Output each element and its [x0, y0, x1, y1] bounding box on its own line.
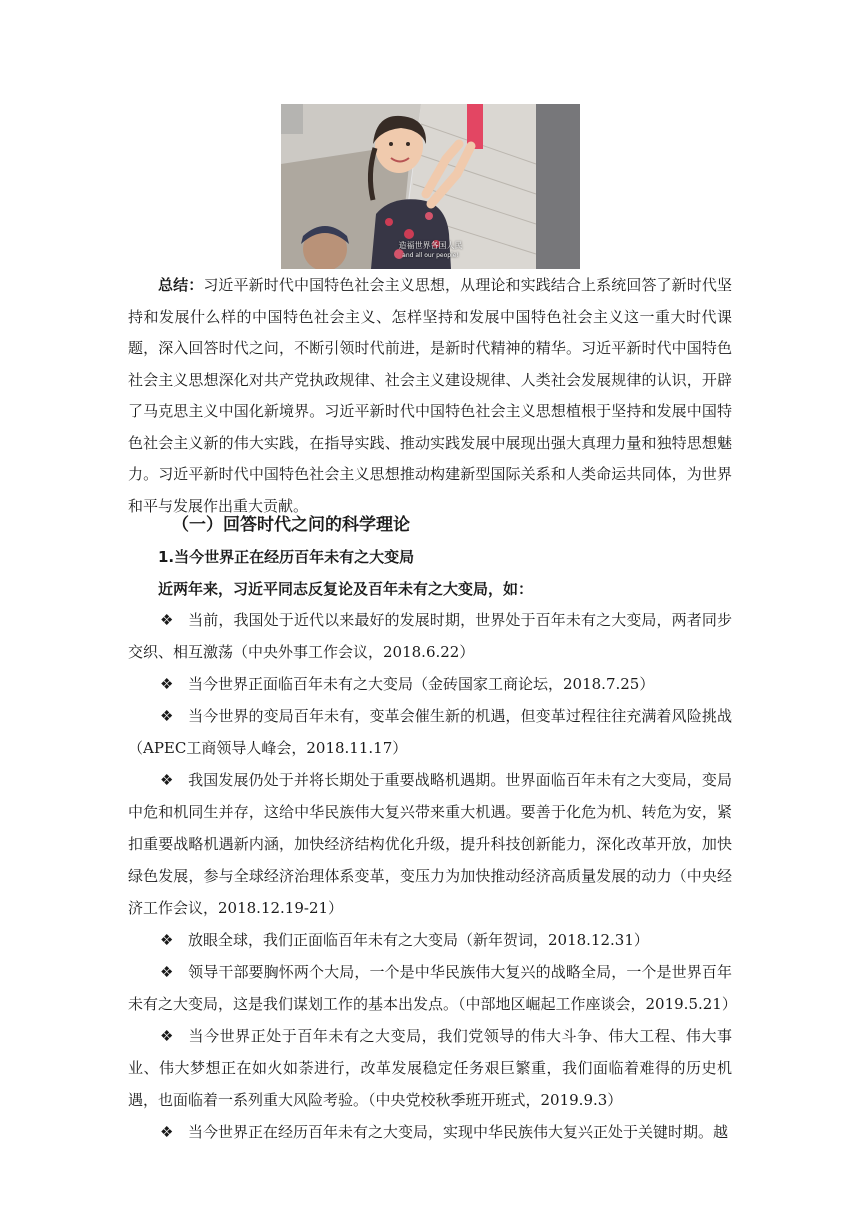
- list-item-text: 放眼全球，我们正面临百年未有之大变局（新年贺词，2018.12.31）: [188, 931, 649, 949]
- list-item-text: 当今世界正在经历百年未有之大变局，实现中华民族伟大复兴正处于关键时期。越: [188, 1123, 729, 1141]
- list-item: [128, 668, 732, 700]
- quote-list: [128, 596, 737, 1148]
- photo-caption-chinese: 造福世界各国人民: [398, 241, 463, 250]
- list-item-text: 领导干部要胸怀两个大局，一个是中华民族伟大复兴的战略全局，一个是世界百年未有之大变局，这是我们谋划工作的基本出发点。（中部地区崛起工作座谈会，2019.5.21）: [128, 963, 737, 1013]
- list-item-text: 当前，我国处于近代以来最好的发展时期，世界处于百年未有之大变局，两者同步交织、相互激荡（中央外事工作会议，2018.6.22）: [128, 611, 732, 661]
- diamond-bullet-icon: ❖: [160, 707, 174, 725]
- summary-paragraph: [128, 270, 732, 522]
- list-item: [128, 924, 732, 956]
- diamond-bullet-icon: ❖: [160, 611, 174, 629]
- diamond-bullet-icon: ❖: [160, 771, 174, 789]
- diamond-bullet-icon: ❖: [160, 675, 174, 693]
- list-item: [128, 1020, 732, 1116]
- list-item: [128, 764, 732, 924]
- section-intro: 近两年来，习近平同志反复论及百年未有之大变局，如：: [158, 580, 534, 598]
- list-item-text: 当今世界的变局百年未有，变革会催生新的机遇，但变革过程往往充满着风险挑战（APEC工商领导人峰会，2018.11.17）: [128, 707, 732, 757]
- photo-girl-at-wall: [281, 104, 580, 269]
- list-item-text: 我国发展仍处于并将长期处于重要战略机遇期。世界面临百年未有之大变局，变局中危和机同生并存，这给中华民族伟大复兴带来重大机遇。要善于化危为机、转危为安，紧扣重要战略机遇新内涵，加快经济结构优化升级，提升科技创新能力，深化改革开放，加快绿色发展，参与全球经济治理体系变革，变压力为加快推动经济高质量发展的动力（中央经济工作会议，2018.12.19-21）: [128, 771, 732, 917]
- section-subheading: 1.当今世界正在经历百年未有之大变局: [158, 548, 415, 566]
- summary-body: 习近平新时代中国特色社会主义思想，从理论和实践结合上系统回答了新时代坚持和发展什么样的中国特色社会主义、怎样坚持和发展中国特色社会主义这一重大时代课题，深入回答时代之问，不断引领时代前进，是新时代精神的精华。习近平新时代中国特色社会主义思想深化对共产党执政规律、社会主义建设规律、人类社会发展规律的认识，开辟了马克思主义中国化新境界。习近平新时代中国特色社会主义思想植根于坚持和发展中国特色社会主义新的伟大实践，在指导实践、推动实践发展中展现出强大真理力量和独特思想魅力。习近平新时代中国特色社会主义思想推动构建新型国际关系和人类命运共同体，为世界和平与发展作出重大贡献。: [128, 276, 732, 515]
- list-item: [128, 1116, 732, 1148]
- diamond-bullet-icon: ❖: [160, 931, 174, 949]
- list-item-text: 当今世界正面临百年未有之大变局（金砖国家工商论坛，2018.7.25）: [188, 675, 655, 693]
- diamond-bullet-icon: ❖: [160, 963, 174, 981]
- section-heading: （一）回答时代之问的科学理论: [172, 515, 410, 535]
- list-item-text: 当今世界正处于百年未有之大变局，我们党领导的伟大斗争、伟大工程、伟大事业、伟大梦想正在如火如荼进行，改革发展稳定任务艰巨繁重，我们面临着难得的历史机遇，也面临着一系列重大风险考验。（中央党校秋季班开班式，2019.9.3）: [128, 1027, 732, 1109]
- summary-lead: 总结：: [158, 276, 204, 294]
- list-item: [128, 604, 732, 668]
- photo-caption-english: and all our people!: [402, 252, 459, 259]
- list-item: [128, 956, 737, 1020]
- diamond-bullet-icon: ❖: [160, 1027, 174, 1045]
- list-item: [128, 700, 732, 764]
- diamond-bullet-icon: ❖: [160, 1123, 174, 1141]
